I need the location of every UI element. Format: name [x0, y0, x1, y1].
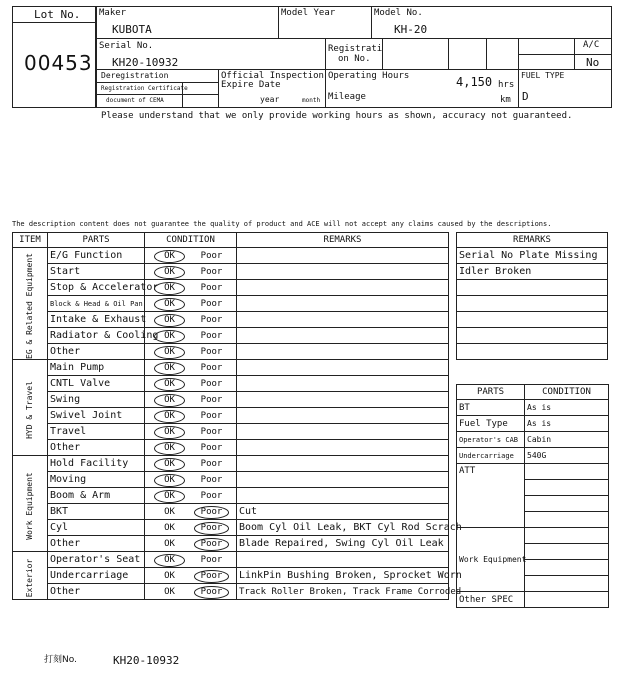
part-cell: Radiator & Cooling	[48, 328, 145, 344]
poor-option[interactable]	[191, 553, 233, 567]
remark-cell	[237, 264, 449, 280]
remark-cell: Blade Repaired, Swing Cyl Oil Leak	[237, 536, 449, 552]
poor-label: Poor	[200, 474, 223, 485]
ac-value: No	[586, 56, 600, 69]
work-equipment-label-text: Work Equipment	[459, 554, 527, 564]
ok-label: OK	[154, 250, 185, 263]
other-spec-label	[457, 592, 525, 608]
table-row	[13, 424, 449, 440]
condition-cell	[145, 536, 237, 552]
poor-option[interactable]	[191, 585, 233, 599]
poor-option[interactable]	[191, 377, 233, 391]
remark-cell: LinkPin Bushing Broken, Sprocket Worn	[237, 568, 449, 584]
parts-row	[457, 592, 609, 608]
group-label: Work Equipment	[25, 472, 34, 540]
parts-row	[457, 464, 609, 480]
remarks-row	[457, 328, 608, 344]
remarks-line	[457, 328, 608, 344]
remarks-row	[457, 280, 608, 296]
remarks-row	[457, 296, 608, 312]
ok-label: OK	[154, 266, 185, 279]
table-row	[13, 488, 449, 504]
remarks-line	[457, 344, 608, 360]
ok-option[interactable]	[149, 537, 191, 551]
remark-cell	[237, 392, 449, 408]
ok-option[interactable]	[149, 489, 191, 503]
fuel-type-label: FUEL TYPE	[521, 71, 565, 80]
maker-value: KUBOTA	[112, 23, 152, 36]
condition-cell	[145, 488, 237, 504]
condition-cell	[145, 360, 237, 376]
part-cell: Other	[48, 344, 145, 360]
table-row	[13, 360, 449, 376]
condition-cell	[145, 584, 237, 600]
condition-cell	[145, 440, 237, 456]
remarks-row	[457, 344, 608, 360]
part-cell: Other	[48, 584, 145, 600]
parts-condition	[525, 480, 609, 496]
table-row	[13, 520, 449, 536]
ok-option[interactable]	[149, 425, 191, 439]
deregistration-label: Deregistration	[101, 71, 169, 80]
condition-cell	[145, 504, 237, 520]
condition-cell	[145, 552, 237, 568]
ok-option[interactable]	[149, 361, 191, 375]
poor-label: Poor	[200, 554, 223, 565]
poor-option[interactable]	[191, 345, 233, 359]
remark-cell	[237, 248, 449, 264]
table-row	[13, 376, 449, 392]
year-label: year	[260, 95, 280, 104]
poor-option[interactable]	[191, 537, 233, 551]
poor-option[interactable]	[191, 425, 233, 439]
parts-condition	[525, 576, 609, 592]
poor-label: Poor	[200, 314, 223, 325]
poor-option[interactable]	[191, 313, 233, 327]
remark-cell	[237, 408, 449, 424]
poor-label: Poor	[200, 490, 223, 501]
poor-label: Poor	[200, 410, 223, 421]
condition-cell	[145, 456, 237, 472]
stamp-label: 打刻No.	[44, 655, 77, 665]
parts-name: Fuel Type	[457, 416, 525, 432]
ok-option[interactable]	[149, 313, 191, 327]
table-row	[13, 456, 449, 472]
remarks-line: Serial No Plate Missing	[457, 248, 608, 264]
col-remarks: REMARKS	[237, 233, 449, 248]
group-cell	[13, 248, 48, 360]
model-year-label: Model Year	[281, 8, 336, 18]
part-cell: Cyl	[48, 520, 145, 536]
part-cell: Block & Head & Oil Pan	[48, 296, 145, 312]
poor-option[interactable]	[191, 249, 233, 263]
remarks-line	[457, 296, 608, 312]
parts-condition: As is	[525, 416, 609, 432]
remark-cell	[237, 296, 449, 312]
ok-option[interactable]	[149, 345, 191, 359]
cema-label: document of CEMA	[106, 97, 164, 104]
poor-label: Poor	[194, 570, 230, 583]
condition-cell	[145, 472, 237, 488]
parts-row	[457, 416, 609, 432]
poor-label: Poor	[200, 442, 223, 453]
table-row	[13, 584, 449, 600]
hrs-label: hrs	[498, 80, 515, 90]
condition-cell	[145, 264, 237, 280]
fuel-type-value: D	[522, 90, 529, 103]
remark-cell: Track Roller Broken, Track Frame Corroded	[237, 584, 449, 600]
remark-cell	[237, 440, 449, 456]
parts-name: Operator's CAB	[457, 432, 525, 448]
remark-cell	[237, 456, 449, 472]
parts-condition	[525, 592, 609, 608]
poor-option[interactable]	[191, 521, 233, 535]
remark-cell	[237, 280, 449, 296]
remarks-line	[457, 280, 608, 296]
poor-label: Poor	[194, 506, 230, 519]
remark-cell	[237, 488, 449, 504]
table-row	[13, 536, 449, 552]
poor-option[interactable]	[191, 489, 233, 503]
remark-cell: Cut	[237, 504, 449, 520]
poor-label: Poor	[200, 394, 223, 405]
parts-condition	[525, 512, 609, 528]
poor-label: Poor	[200, 282, 223, 293]
remarks-box-header: REMARKS	[457, 233, 608, 248]
table-row	[13, 264, 449, 280]
remark-cell	[237, 312, 449, 328]
part-cell: Other	[48, 536, 145, 552]
poor-option[interactable]	[191, 393, 233, 407]
model-no-label: Model No.	[374, 8, 423, 18]
part-cell: BKT	[48, 504, 145, 520]
parts-condition: Cabin	[525, 432, 609, 448]
condition-cell	[145, 568, 237, 584]
poor-option[interactable]	[191, 569, 233, 583]
parts-condition	[525, 544, 609, 560]
ok-label: OK	[154, 490, 185, 503]
poor-label: Poor	[194, 586, 230, 599]
ok-label: OK	[154, 410, 185, 423]
part-cell: Swivel Joint	[48, 408, 145, 424]
mileage-label: Mileage	[328, 92, 366, 102]
poor-option[interactable]	[191, 361, 233, 375]
ok-option[interactable]	[149, 521, 191, 535]
registration-label-2: on No.	[338, 54, 371, 64]
km-label: km	[500, 95, 511, 105]
ok-option[interactable]	[149, 377, 191, 391]
ok-option[interactable]	[149, 297, 191, 311]
ok-label: OK	[154, 330, 185, 343]
ok-option[interactable]	[149, 473, 191, 487]
part-cell: CNTL Valve	[48, 376, 145, 392]
att-label-text: ATT	[459, 466, 476, 476]
expire-date-label: Expire Date	[221, 80, 281, 90]
poor-option[interactable]	[191, 281, 233, 295]
parts-condition: 540G	[525, 448, 609, 464]
poor-label: Poor	[200, 378, 223, 389]
group-label: Exterior	[25, 558, 34, 598]
ok-label: OK	[154, 298, 185, 311]
parts-box-col-parts: PARTS	[457, 385, 525, 400]
remark-cell	[237, 344, 449, 360]
group-label: HYD & Travel	[25, 381, 34, 439]
poor-label: Poor	[194, 538, 230, 551]
part-cell: Boom & Arm	[48, 488, 145, 504]
remarks-line	[457, 312, 608, 328]
condition-cell	[145, 280, 237, 296]
remark-cell	[237, 424, 449, 440]
table-row	[13, 312, 449, 328]
remark-cell	[237, 360, 449, 376]
ok-option[interactable]	[149, 441, 191, 455]
condition-cell	[145, 328, 237, 344]
remarks-row	[457, 312, 608, 328]
serial-label: Serial No.	[99, 41, 154, 51]
ok-label: OK	[154, 378, 185, 391]
table-row	[13, 552, 449, 568]
ok-option[interactable]	[149, 553, 191, 567]
condition-cell	[145, 312, 237, 328]
poor-option[interactable]	[191, 329, 233, 343]
poor-option[interactable]	[191, 473, 233, 487]
ok-label: OK	[154, 282, 185, 295]
ok-option[interactable]	[149, 249, 191, 263]
ok-label: OK	[154, 554, 185, 567]
maker-label: Maker	[99, 8, 127, 18]
ok-label: OK	[154, 362, 185, 375]
part-cell: Undercarriage	[48, 568, 145, 584]
parts-condition	[525, 464, 609, 480]
ok-label: OK	[164, 538, 175, 549]
ok-label: OK	[154, 314, 185, 327]
group-label: EG & Related Equipment	[25, 253, 34, 359]
remark-cell	[237, 376, 449, 392]
part-cell: Operator's Seat	[48, 552, 145, 568]
parts-condition	[525, 528, 609, 544]
parts-condition	[525, 496, 609, 512]
lot-number: 00453	[24, 51, 93, 75]
parts-box	[456, 384, 609, 608]
part-cell: Travel	[48, 424, 145, 440]
table-row	[13, 472, 449, 488]
ac-label: A/C	[583, 40, 600, 50]
poor-option[interactable]	[191, 505, 233, 519]
condition-cell	[145, 520, 237, 536]
inspection-table-header	[13, 233, 449, 248]
ok-label: OK	[154, 394, 185, 407]
poor-label: Poor	[200, 298, 223, 309]
part-cell: Moving	[48, 472, 145, 488]
part-cell: Swing	[48, 392, 145, 408]
condition-cell	[145, 424, 237, 440]
ok-option[interactable]	[149, 265, 191, 279]
part-cell: Hold Facility	[48, 456, 145, 472]
condition-cell	[145, 376, 237, 392]
model-no-value: KH-20	[394, 23, 428, 36]
remark-cell	[237, 328, 449, 344]
ok-option[interactable]	[149, 569, 191, 583]
hours-notice: Please understand that we only provide working hours as shown, accuracy not guaranteed.	[101, 111, 573, 121]
poor-label: Poor	[200, 458, 223, 469]
poor-label: Poor	[200, 426, 223, 437]
group-cell	[13, 456, 48, 552]
table-row	[13, 392, 449, 408]
serial-value: KH20-10932	[112, 56, 179, 69]
remarks-line: Idler Broken	[457, 264, 608, 280]
remarks-row	[457, 248, 608, 264]
disclaimer: The description content does not guarantee the quality of product and ACE will not accept any claims caused by the descriptions.	[12, 220, 552, 228]
poor-option[interactable]	[191, 297, 233, 311]
condition-cell	[145, 344, 237, 360]
condition-cell	[145, 392, 237, 408]
table-row	[13, 296, 449, 312]
poor-option[interactable]	[191, 409, 233, 423]
parts-row	[457, 400, 609, 416]
poor-label: Poor	[200, 362, 223, 373]
month-label: month	[302, 97, 321, 104]
condition-cell	[145, 296, 237, 312]
parts-box-col-condition: CONDITION	[525, 385, 609, 400]
ok-option[interactable]	[149, 281, 191, 295]
parts-condition: As is	[525, 400, 609, 416]
poor-label: Poor	[194, 522, 230, 535]
parts-row	[457, 448, 609, 464]
condition-cell	[145, 408, 237, 424]
ok-option[interactable]	[149, 409, 191, 423]
remark-cell	[237, 472, 449, 488]
att-label	[457, 464, 525, 528]
group-cell	[13, 360, 48, 456]
ok-option[interactable]	[149, 457, 191, 471]
table-row	[13, 280, 449, 296]
ok-label: OK	[154, 442, 185, 455]
ok-label: OK	[164, 586, 175, 597]
parts-row	[457, 432, 609, 448]
col-condition: CONDITION	[145, 233, 237, 248]
registration-label-1: Registrati	[328, 44, 383, 54]
ok-option[interactable]	[149, 393, 191, 407]
parts-name: BT	[457, 400, 525, 416]
group-cell	[13, 552, 48, 600]
poor-label: Poor	[200, 330, 223, 341]
remark-cell	[237, 552, 449, 568]
poor-option[interactable]	[191, 441, 233, 455]
work-equipment-label	[457, 528, 525, 592]
part-cell: Stop & Accelerator	[48, 280, 145, 296]
inspection-table	[12, 232, 462, 600]
operating-hours-value: 4,150	[456, 75, 493, 89]
poor-option[interactable]	[191, 457, 233, 471]
poor-label: Poor	[200, 250, 223, 261]
ok-label: OK	[164, 506, 175, 517]
ok-option[interactable]	[149, 505, 191, 519]
parts-condition	[525, 560, 609, 576]
table-row	[13, 248, 449, 264]
table-row	[13, 328, 449, 344]
ok-option[interactable]	[149, 329, 191, 343]
registration-certificate-label: Registration Certificate	[101, 85, 188, 92]
part-cell: Intake & Exhaust	[48, 312, 145, 328]
remarks-box	[456, 232, 608, 360]
part-cell: Other	[48, 440, 145, 456]
col-parts: PARTS	[48, 233, 145, 248]
ok-option[interactable]	[149, 585, 191, 599]
part-cell: E/G Function	[48, 248, 145, 264]
poor-label: Poor	[200, 266, 223, 277]
poor-label: Poor	[200, 346, 223, 357]
ok-label: OK	[164, 570, 175, 581]
official-inspection-label: Official Inspection	[221, 71, 324, 81]
poor-option[interactable]	[191, 265, 233, 279]
parts-row	[457, 528, 609, 544]
ok-label: OK	[154, 458, 185, 471]
remark-cell: Boom Cyl Oil Leak, BKT Cyl Rod Scrach	[237, 520, 449, 536]
table-row	[13, 504, 449, 520]
ok-label: OK	[164, 522, 175, 533]
operating-hours-label: Operating Hours	[328, 71, 410, 81]
remarks-row	[457, 264, 608, 280]
table-row	[13, 568, 449, 584]
ok-label: OK	[154, 426, 185, 439]
table-row	[13, 440, 449, 456]
part-cell: Main Pump	[48, 360, 145, 376]
part-cell: Start	[48, 264, 145, 280]
table-row	[13, 344, 449, 360]
stamp-value: KH20-10932	[113, 654, 180, 667]
table-row	[13, 408, 449, 424]
condition-cell	[145, 248, 237, 264]
lot-label: Lot No.	[34, 8, 81, 21]
ok-label: OK	[154, 346, 185, 359]
col-item: ITEM	[13, 233, 48, 248]
ok-label: OK	[154, 474, 185, 487]
other-spec-label-text: Other SPEC	[459, 594, 514, 605]
parts-name: Undercarriage	[457, 448, 525, 464]
